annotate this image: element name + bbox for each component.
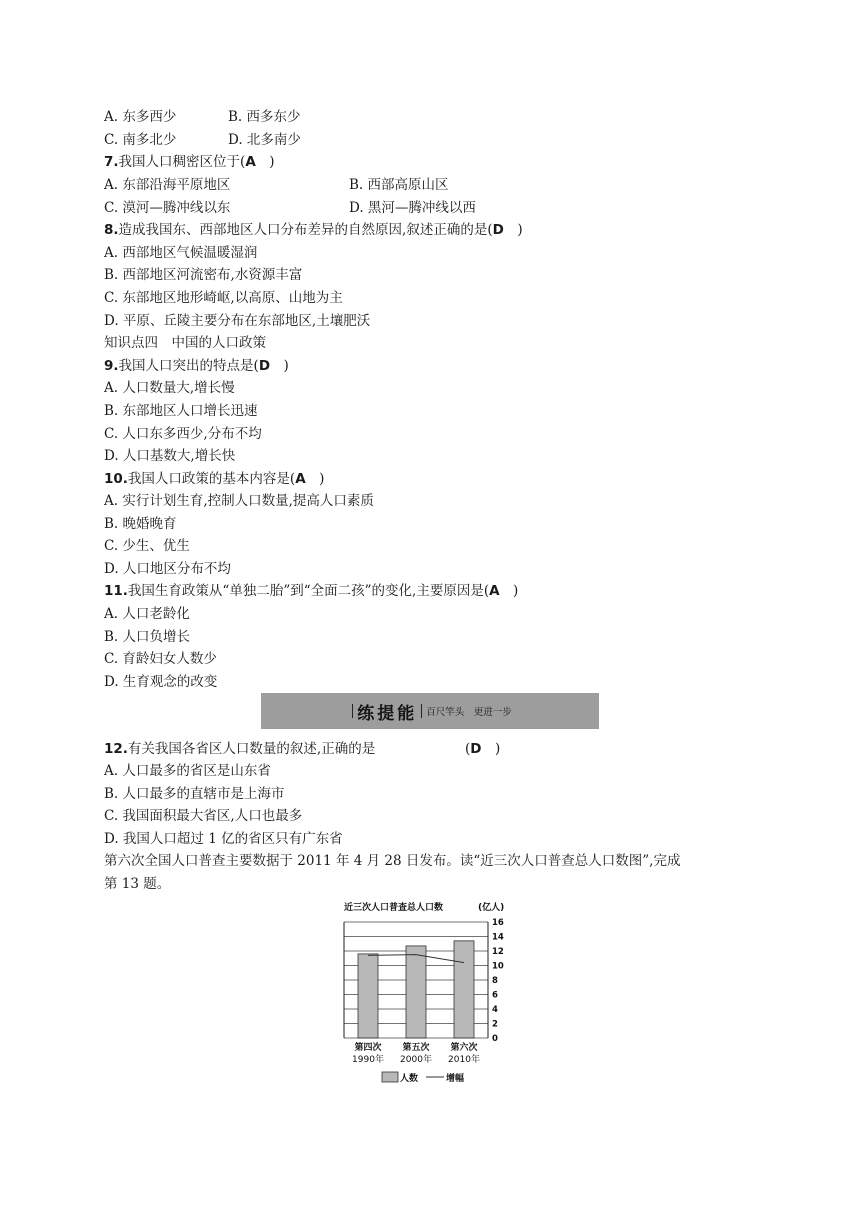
close-paren: ) xyxy=(283,358,289,374)
q10-option-d: D. 人口地区分布不均 xyxy=(104,561,231,577)
question-text: 我国人口政策的基本内容是( xyxy=(127,471,296,487)
chart-plot-area xyxy=(344,918,504,1065)
chart-title: 近三次人口普查总人口数 xyxy=(344,903,444,913)
q9-option-c: C. 人口东多西少,分布不均 xyxy=(104,426,262,442)
q12-option-b: B. 人口最多的直辖市是上海市 xyxy=(104,786,285,802)
q7-option-c: C. 漠河—腾冲线以东 xyxy=(104,200,231,216)
open-paren: ( xyxy=(465,741,471,757)
q12-option-d: D. 我国人口超过 1 亿的省区只有广东省 xyxy=(104,831,343,847)
question-number: 11. xyxy=(104,583,128,599)
section-banner xyxy=(261,693,599,729)
q6-option-d: D. 北多南少 xyxy=(228,132,301,148)
question-12 xyxy=(104,739,501,759)
q10-option-c: C. 少生、优生 xyxy=(104,538,190,554)
q10-option-b: B. 晚婚晚育 xyxy=(104,516,177,532)
question-number: 12. xyxy=(104,741,128,757)
answer-mark: D xyxy=(258,358,271,374)
close-paren: ) xyxy=(513,583,519,599)
q7-option-a: A. 东部沿海平原地区 xyxy=(104,177,231,193)
q11-option-a: A. 人口老龄化 xyxy=(104,606,190,622)
population-census-chart xyxy=(330,898,520,1088)
q8-option-b: B. 西部地区河流密布,水资源丰富 xyxy=(104,267,303,283)
close-paren: ) xyxy=(517,222,523,238)
legend-label-bars: 人数 xyxy=(400,1074,419,1084)
question-text: 我国人口突出的特点是( xyxy=(118,358,259,374)
option-line xyxy=(104,175,449,195)
q12-option-a: A. 人口最多的省区是山东省 xyxy=(104,763,271,779)
question-text: 我国人口稠密区位于( xyxy=(118,154,246,170)
bar xyxy=(454,941,474,1038)
x-tick-year: 2000年 xyxy=(400,1055,432,1065)
x-tick-label: 第五次 xyxy=(402,1043,430,1053)
x-tick-label: 第六次 xyxy=(450,1043,478,1053)
question-number: 10. xyxy=(104,471,128,487)
close-paren: ) xyxy=(495,741,501,757)
q6-option-a: A. 东多西少 xyxy=(104,109,177,125)
bar xyxy=(406,946,426,1038)
passage-line: 第 13 题。 xyxy=(104,876,171,892)
y-tick-label: 12 xyxy=(492,947,504,957)
question-number: 9. xyxy=(104,358,119,374)
option-line xyxy=(104,130,301,150)
q10-option-a: A. 实行计划生育,控制人口数量,提高人口素质 xyxy=(104,493,374,509)
banner-subtitle: 百尺竿头 更进一步 xyxy=(426,707,512,718)
chart-unit: (亿人) xyxy=(478,903,505,913)
legend-label-line: 增幅 xyxy=(446,1074,465,1084)
answer-mark: A xyxy=(295,471,306,487)
section-heading: 知识点四 中国的人口政策 xyxy=(104,335,266,351)
question-text: 有关我国各省区人口数量的叙述,正确的是 xyxy=(127,741,376,757)
close-paren: ) xyxy=(319,471,325,487)
close-paren: ) xyxy=(269,154,275,170)
q12-option-c: C. 我国面积最大省区,人口也最多 xyxy=(104,808,303,824)
x-tick-label: 第四次 xyxy=(354,1043,382,1053)
q8-option-c: C. 东部地区地形崎岖,以高原、山地为主 xyxy=(104,290,343,306)
divider xyxy=(352,704,353,718)
option-line xyxy=(104,198,476,218)
q11-option-b: B. 人口负增长 xyxy=(104,629,191,645)
q8-option-d: D. 平原、丘陵主要分布在东部地区,土壤肥沃 xyxy=(104,313,371,329)
q11-option-d: D. 生育观念的改变 xyxy=(104,674,218,690)
banner-title: 练提能 xyxy=(357,703,418,724)
legend-swatch-bars xyxy=(382,1072,398,1082)
y-tick-label: 8 xyxy=(492,976,498,986)
q11-option-c: C. 育龄妇女人数少 xyxy=(104,651,217,667)
y-tick-label: 2 xyxy=(492,1019,498,1030)
question-7 xyxy=(104,152,275,172)
y-tick-label: 0 xyxy=(492,1034,498,1044)
answer-mark: A xyxy=(489,583,500,599)
question-11 xyxy=(104,581,518,601)
question-number: 7. xyxy=(104,154,119,170)
question-number: 8. xyxy=(104,222,119,238)
q7-option-d: D. 黑河—腾冲线以西 xyxy=(349,200,476,216)
answer-mark: D xyxy=(470,741,482,757)
q7-option-b: B. 西部高原山区 xyxy=(349,177,449,193)
option-line xyxy=(104,107,301,127)
question-text: 我国生育政策从“单独二胎”到“全面二孩”的变化,主要原因是( xyxy=(127,583,490,599)
answer-mark: D xyxy=(492,222,504,238)
passage-line: 第六次全国人口普查主要数据于 2011 年 4 月 28 日发布。读“近三次人口普查总人口数图”,完成 xyxy=(104,853,681,869)
y-tick-label: 10 xyxy=(492,961,504,972)
x-tick-year: 2010年 xyxy=(448,1055,480,1065)
x-tick-year: 1990年 xyxy=(352,1055,384,1065)
q9-option-b: B. 东部地区人口增长迅速 xyxy=(104,403,258,419)
question-8 xyxy=(104,220,523,240)
q9-option-d: D. 人口基数大,增长快 xyxy=(104,448,236,464)
answer-mark: A xyxy=(245,154,256,170)
question-10 xyxy=(104,469,324,489)
y-tick-label: 16 xyxy=(492,918,504,928)
q9-option-a: A. 人口数量大,增长慢 xyxy=(104,380,235,396)
divider xyxy=(421,704,422,718)
question-text: 造成我国东、西部地区人口分布差异的自然原因,叙述正确的是( xyxy=(118,222,493,238)
q6-option-c: C. 南多北少 xyxy=(104,132,177,148)
chart-legend xyxy=(382,1072,464,1084)
y-tick-label: 4 xyxy=(492,1005,498,1015)
question-9 xyxy=(104,356,289,376)
q8-option-a: A. 西部地区气候温暖湿润 xyxy=(104,245,258,261)
y-tick-label: 14 xyxy=(492,932,504,943)
bar xyxy=(358,954,378,1038)
q6-option-b: B. 西多东少 xyxy=(228,109,301,125)
y-tick-label: 6 xyxy=(492,990,498,1001)
